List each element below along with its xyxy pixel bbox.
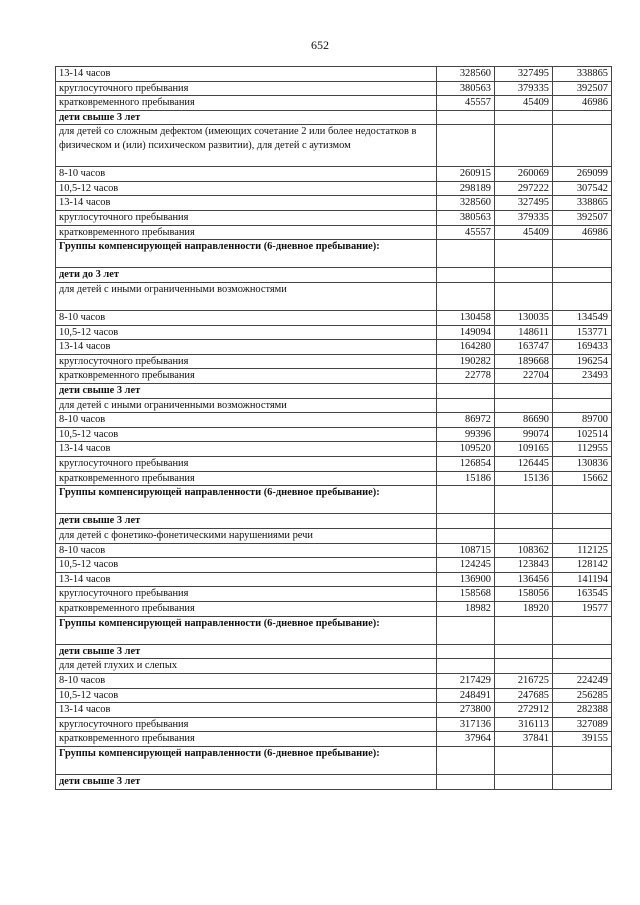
row-value-1: 18982 [437, 601, 495, 616]
row-value-1: 380563 [437, 81, 495, 96]
table-row [56, 543, 612, 558]
row-value-2 [495, 240, 553, 268]
row-label: Группы компенсирующей направленности (6-дневное пребывание): [56, 240, 437, 268]
row-value-2: 216725 [495, 673, 553, 688]
table-row [56, 688, 612, 703]
row-label: дети свыше 3 лет [56, 514, 437, 529]
table-row [56, 775, 612, 790]
row-value-2 [495, 486, 553, 514]
table-row [56, 572, 612, 587]
table-row [56, 354, 612, 369]
row-value-3 [553, 398, 612, 413]
row-label: 13-14 часов [56, 572, 437, 587]
table-row [56, 181, 612, 196]
row-value-2: 45409 [495, 96, 553, 111]
table-row [56, 311, 612, 326]
row-value-1 [437, 775, 495, 790]
row-value-2 [495, 529, 553, 544]
table-row [56, 210, 612, 225]
row-value-3: 19577 [553, 601, 612, 616]
row-label: круглосуточного пребывания [56, 81, 437, 96]
row-label: дети свыше 3 лет [56, 110, 437, 125]
row-value-3: 89700 [553, 413, 612, 428]
table-body [56, 67, 612, 790]
table-row [56, 125, 612, 167]
table-row [56, 240, 612, 268]
row-label: кратковременного пребывания [56, 369, 437, 384]
table-row [56, 81, 612, 96]
row-value-2: 272912 [495, 703, 553, 718]
row-value-3: 269099 [553, 167, 612, 182]
row-value-2: 45409 [495, 225, 553, 240]
row-value-3: 128142 [553, 558, 612, 573]
row-value-1 [437, 384, 495, 399]
row-value-2: 379335 [495, 210, 553, 225]
row-value-2: 130035 [495, 311, 553, 326]
row-label: 8-10 часов [56, 673, 437, 688]
row-value-1: 328560 [437, 196, 495, 211]
row-label: 13-14 часов [56, 196, 437, 211]
row-value-3: 224249 [553, 673, 612, 688]
table-row [56, 659, 612, 674]
row-value-3: 141194 [553, 572, 612, 587]
table-row [56, 457, 612, 472]
row-value-3 [553, 529, 612, 544]
row-value-3: 327089 [553, 717, 612, 732]
row-value-2: 109165 [495, 442, 553, 457]
table-row [56, 471, 612, 486]
row-value-3: 153771 [553, 325, 612, 340]
row-value-1: 130458 [437, 311, 495, 326]
row-value-1: 37964 [437, 732, 495, 747]
row-value-1: 45557 [437, 96, 495, 111]
row-label: кратковременного пребывания [56, 225, 437, 240]
row-label: 10,5-12 часов [56, 427, 437, 442]
row-label: кратковременного пребывания [56, 732, 437, 747]
row-value-3: 130836 [553, 457, 612, 472]
row-value-1: 45557 [437, 225, 495, 240]
table-row [56, 196, 612, 211]
table-row [56, 514, 612, 529]
row-value-2: 260069 [495, 167, 553, 182]
row-value-1: 260915 [437, 167, 495, 182]
row-value-2: 123843 [495, 558, 553, 573]
row-label: для детей с фонетико-фонетическими нарушениями речи [56, 529, 437, 544]
row-value-1: 217429 [437, 673, 495, 688]
row-value-3: 112125 [553, 543, 612, 558]
row-value-3: 163545 [553, 587, 612, 602]
row-value-3: 338865 [553, 196, 612, 211]
row-label: круглосуточного пребывания [56, 210, 437, 225]
row-value-1: 158568 [437, 587, 495, 602]
row-value-2 [495, 384, 553, 399]
row-label: Группы компенсирующей направленности (6-дневное пребывание): [56, 616, 437, 644]
row-label: кратковременного пребывания [56, 471, 437, 486]
row-value-2 [495, 775, 553, 790]
row-value-3: 23493 [553, 369, 612, 384]
table-row [56, 369, 612, 384]
row-label: круглосуточного пребывания [56, 457, 437, 472]
table-row [56, 703, 612, 718]
table-row [56, 644, 612, 659]
table-row [56, 384, 612, 399]
row-value-2: 327495 [495, 67, 553, 82]
row-value-3: 169433 [553, 340, 612, 355]
row-value-2: 327495 [495, 196, 553, 211]
row-value-3: 392507 [553, 81, 612, 96]
table-row [56, 616, 612, 644]
table-row [56, 225, 612, 240]
row-value-2: 15136 [495, 471, 553, 486]
row-value-1: 380563 [437, 210, 495, 225]
row-value-2: 316113 [495, 717, 553, 732]
table-row [56, 442, 612, 457]
row-value-3: 102514 [553, 427, 612, 442]
row-value-3 [553, 616, 612, 644]
row-label: 8-10 часов [56, 543, 437, 558]
row-label: 8-10 часов [56, 311, 437, 326]
row-value-1: 124245 [437, 558, 495, 573]
row-value-3: 196254 [553, 354, 612, 369]
row-value-1 [437, 125, 495, 167]
table-row [56, 427, 612, 442]
table-row [56, 529, 612, 544]
table-row [56, 486, 612, 514]
row-value-3: 307542 [553, 181, 612, 196]
row-label: дети свыше 3 лет [56, 644, 437, 659]
table-row [56, 167, 612, 182]
tariff-table [55, 66, 612, 790]
table-row [56, 340, 612, 355]
row-value-3: 256285 [553, 688, 612, 703]
row-value-1: 99396 [437, 427, 495, 442]
table-row [56, 96, 612, 111]
row-value-2: 163747 [495, 340, 553, 355]
row-value-2 [495, 514, 553, 529]
row-label: дети свыше 3 лет [56, 775, 437, 790]
table-row [56, 587, 612, 602]
row-value-3: 134549 [553, 311, 612, 326]
row-value-2: 136456 [495, 572, 553, 587]
table-row [56, 717, 612, 732]
row-value-1: 109520 [437, 442, 495, 457]
table-row [56, 746, 612, 774]
row-value-1 [437, 616, 495, 644]
row-value-2 [495, 110, 553, 125]
row-label: круглосуточного пребывания [56, 717, 437, 732]
row-label: кратковременного пребывания [56, 601, 437, 616]
row-value-1: 164280 [437, 340, 495, 355]
row-value-3 [553, 384, 612, 399]
row-value-2: 148611 [495, 325, 553, 340]
row-value-1 [437, 529, 495, 544]
row-label: для детей глухих и слепых [56, 659, 437, 674]
row-label: 10,5-12 часов [56, 688, 437, 703]
table-row [56, 67, 612, 82]
row-value-1 [437, 644, 495, 659]
row-value-1: 149094 [437, 325, 495, 340]
row-label: 10,5-12 часов [56, 181, 437, 196]
table-row [56, 413, 612, 428]
row-value-1 [437, 282, 495, 310]
row-value-1: 248491 [437, 688, 495, 703]
row-value-3 [553, 282, 612, 310]
row-value-3: 392507 [553, 210, 612, 225]
row-value-3 [553, 125, 612, 167]
row-value-3 [553, 268, 612, 283]
row-value-1 [437, 268, 495, 283]
row-label: дети до 3 лет [56, 268, 437, 283]
row-label: 10,5-12 часов [56, 558, 437, 573]
row-label: Группы компенсирующей направленности (6-дневное пребывание): [56, 486, 437, 514]
row-value-1: 317136 [437, 717, 495, 732]
row-value-2 [495, 268, 553, 283]
row-value-2: 18920 [495, 601, 553, 616]
row-value-1: 136900 [437, 572, 495, 587]
row-value-3 [553, 486, 612, 514]
row-label: для детей с иными ограниченными возможностями [56, 398, 437, 413]
row-label: 8-10 часов [56, 167, 437, 182]
row-value-1 [437, 659, 495, 674]
row-value-3 [553, 240, 612, 268]
row-value-1 [437, 240, 495, 268]
table-row [56, 601, 612, 616]
row-value-2: 22704 [495, 369, 553, 384]
row-value-2: 126445 [495, 457, 553, 472]
row-value-2: 297222 [495, 181, 553, 196]
row-value-1 [437, 514, 495, 529]
row-value-2: 247685 [495, 688, 553, 703]
row-value-2 [495, 125, 553, 167]
row-value-1 [437, 110, 495, 125]
row-label: круглосуточного пребывания [56, 354, 437, 369]
table-row [56, 732, 612, 747]
row-value-3: 338865 [553, 67, 612, 82]
row-value-1: 273800 [437, 703, 495, 718]
row-value-2 [495, 644, 553, 659]
row-value-1: 15186 [437, 471, 495, 486]
row-value-2 [495, 282, 553, 310]
row-value-2: 189668 [495, 354, 553, 369]
row-label: круглосуточного пребывания [56, 587, 437, 602]
row-label: 13-14 часов [56, 340, 437, 355]
row-value-1: 22778 [437, 369, 495, 384]
row-value-1: 190282 [437, 354, 495, 369]
row-value-3 [553, 659, 612, 674]
row-value-1: 108715 [437, 543, 495, 558]
row-value-3: 46986 [553, 225, 612, 240]
row-value-3 [553, 110, 612, 125]
row-label: 8-10 часов [56, 413, 437, 428]
table-row [56, 673, 612, 688]
row-value-1: 298189 [437, 181, 495, 196]
row-value-2: 37841 [495, 732, 553, 747]
table-row [56, 282, 612, 310]
table-row [56, 110, 612, 125]
row-label: для детей со сложным дефектом (имеющих сочетание 2 или более недостатков в физическом и (или) психическом развитии), для детей с аутизмом [56, 125, 437, 167]
row-value-3: 282388 [553, 703, 612, 718]
row-value-2 [495, 616, 553, 644]
row-label: 13-14 часов [56, 703, 437, 718]
row-value-3: 46986 [553, 96, 612, 111]
row-value-1: 328560 [437, 67, 495, 82]
row-value-3: 15662 [553, 471, 612, 486]
row-value-2: 379335 [495, 81, 553, 96]
row-label: для детей с иными ограниченными возможностями [56, 282, 437, 310]
row-value-2: 158056 [495, 587, 553, 602]
row-value-2 [495, 659, 553, 674]
row-value-1: 86972 [437, 413, 495, 428]
row-value-3 [553, 514, 612, 529]
row-value-1 [437, 486, 495, 514]
table-row [56, 268, 612, 283]
row-label: дети свыше 3 лет [56, 384, 437, 399]
row-value-2 [495, 398, 553, 413]
row-label: 13-14 часов [56, 442, 437, 457]
row-value-3: 112955 [553, 442, 612, 457]
row-label: 13-14 часов [56, 67, 437, 82]
page-number: 652 [311, 38, 329, 52]
row-value-2: 99074 [495, 427, 553, 442]
row-value-3: 39155 [553, 732, 612, 747]
row-value-3 [553, 746, 612, 774]
row-label: Группы компенсирующей направленности (6-дневное пребывание): [56, 746, 437, 774]
row-label: 10,5-12 часов [56, 325, 437, 340]
row-label: кратковременного пребывания [56, 96, 437, 111]
row-value-1 [437, 398, 495, 413]
table-row [56, 558, 612, 573]
row-value-2 [495, 746, 553, 774]
row-value-1: 126854 [437, 457, 495, 472]
row-value-1 [437, 746, 495, 774]
row-value-3 [553, 644, 612, 659]
row-value-3 [553, 775, 612, 790]
row-value-2: 108362 [495, 543, 553, 558]
table-row [56, 398, 612, 413]
row-value-2: 86690 [495, 413, 553, 428]
table-row [56, 325, 612, 340]
